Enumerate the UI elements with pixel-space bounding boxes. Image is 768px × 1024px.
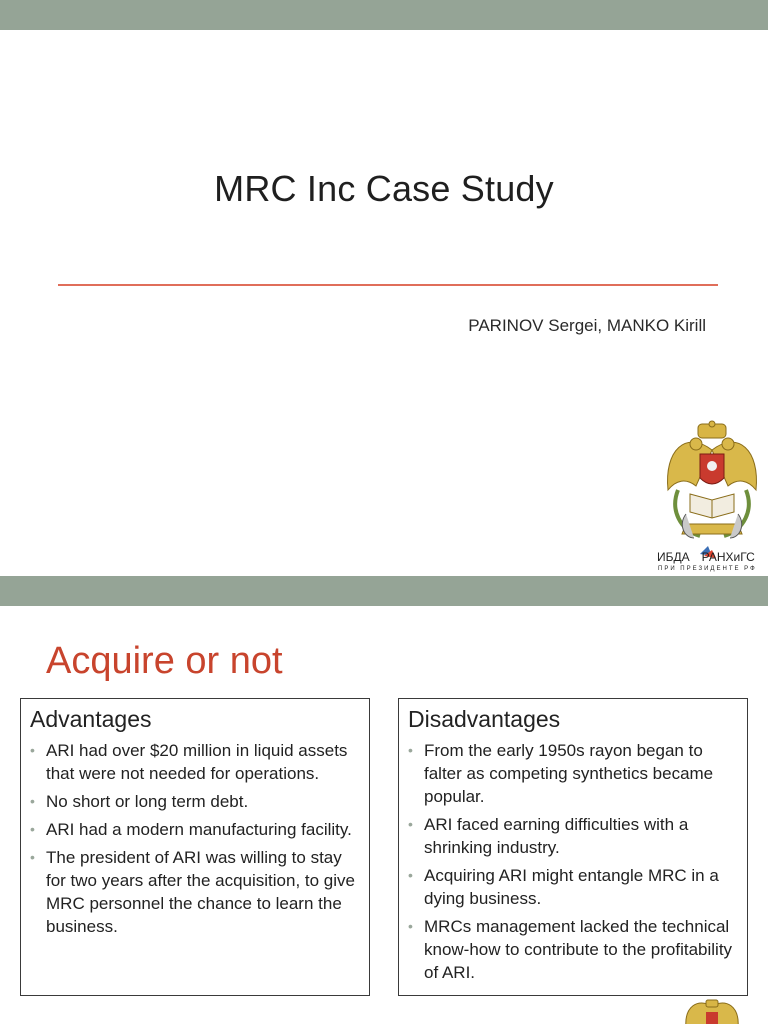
logo-wordmark-right: РАНХиГС	[701, 550, 755, 564]
advantages-list	[30, 739, 361, 938]
list-item: • Acquiring ARI might entangle MRC in a dying business.	[408, 864, 739, 910]
slide-title: MRC Inc Case Study	[214, 168, 554, 209]
slide-title: Acquire or not	[46, 640, 283, 682]
logo-wordmark	[657, 550, 768, 564]
list-item: • ARI had a modern manufacturing facility.	[30, 818, 361, 841]
disadvantages-heading: Disadvantages	[408, 706, 561, 732]
logo-subline: ПРИ ПРЕЗИДЕНТЕ РФ	[658, 566, 757, 572]
list-item: • MRCs management lacked the technical know-how to contribute to the profitability of ARI.	[408, 915, 739, 984]
list-item: • No short or long term debt.	[30, 790, 361, 813]
advantages-heading: Advantages	[30, 706, 152, 732]
logo-wordmark-left: ИБДА	[657, 550, 690, 564]
disadvantages-box	[398, 698, 748, 996]
coat-of-arms-icon	[680, 998, 744, 1024]
list-item: • ARI faced earning difficulties with a shrinking industry.	[408, 813, 739, 859]
slide-separator-bar	[0, 576, 768, 606]
slide-header-bar	[0, 0, 768, 30]
list-item: • ARI had over $20 million in liquid assets that were not needed for operations.	[30, 739, 361, 785]
advantages-box	[20, 698, 370, 996]
slide-authors: PARINOV Sergei, MANKO Kirill	[468, 316, 706, 335]
disadvantages-list	[408, 739, 739, 984]
title-divider	[58, 284, 718, 286]
list-item: • From the early 1950s rayon began to falter as competing synthetics became popular.	[408, 739, 739, 808]
list-item: • The president of ARI was willing to stay for two years after the acquisition, to give MRC personnel the chance to learn the business.	[30, 846, 361, 938]
